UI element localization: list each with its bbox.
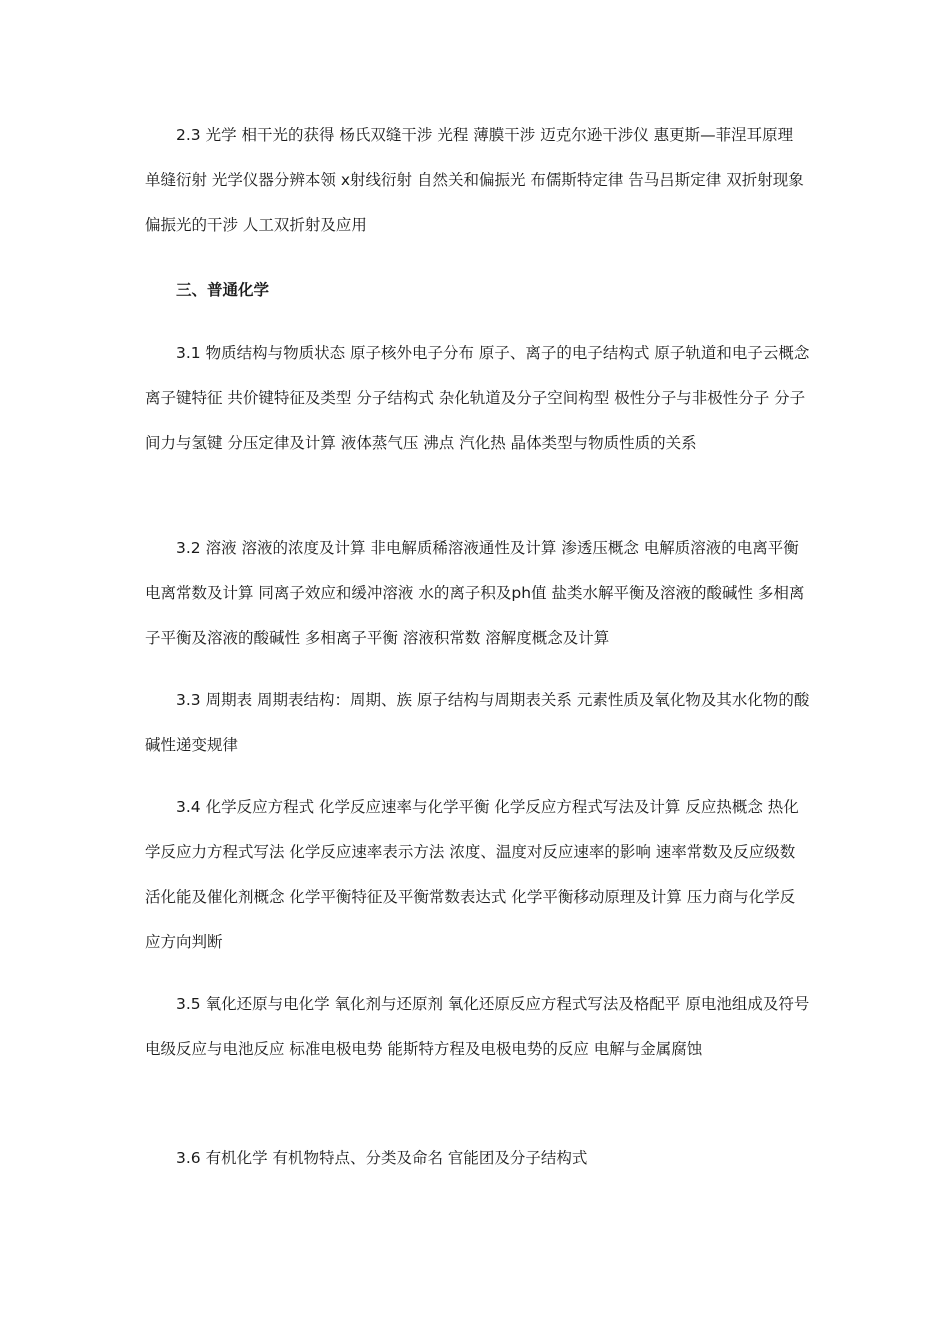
paragraph-3-1: 3.1 物质结构与物质状态 原子核外电子分布 原子、离子的电子结构式 原子轨道和电子云概念 离子键特征 共价键特征及类型 分子结构式 杂化轨道及分子空间构型 极性分子与非极性分子 分子间力与氢键 分压定律及计算 液体蒸气压 沸点 汽化热 晶体类型与物质性质的关系 [145, 344, 810, 452]
section-heading-general-chemistry: 三、普通化学 [176, 281, 270, 299]
paragraph-3-4: 3.4 化学反应方程式 化学反应速率与化学平衡 化学反应方程式写法及计算 反应热概念 热化学反应力方程式写法 化学反应速率表示方法 浓度、温度对反应速率的影响 速率常数及反应级数 活化能及催化剂概念 化学平衡特征及平衡常数表达式 化学平衡移动原理及计算 压力商与化学反应方向判断 [145, 798, 799, 951]
paragraph-3-3: 3.3 周期表 周期表结构：周期、族 原子结构与周期表关系 元素性质及氧化物及其水化物的酸碱性递变规律 [145, 691, 810, 754]
paragraph-3-5: 3.5 氧化还原与电化学 氧化剂与还原剂 氧化还原反应方程式写法及格配平 原电池组成及符号 电级反应与电池反应 标准电极电势 能斯特方程及电极电势的反应 电解与金属腐蚀 [145, 995, 810, 1058]
paragraph-optics: 2.3 光学 相干光的获得 杨氏双缝干涉 光程 薄膜干涉 迈克尔逊干涉仪 惠更斯—菲涅耳原理 单缝衍射 光学仪器分辨本领 x射线衍射 自然关和偏振光 布儒斯特定律 告马吕斯定律 双折射现象 偏振光的干涉 人工双折射及应用 [145, 126, 804, 234]
paragraph-3-6: 3.6 有机化学 有机物特点、分类及命名 官能团及分子结构式 [176, 1149, 588, 1167]
paragraph-3-2: 3.2 溶液 溶液的浓度及计算 非电解质稀溶液通性及计算 渗透压概念 电解质溶液的电离平衡 电离常数及计算 同离子效应和缓冲溶液 水的离子积及ph值 盐类水解平衡及溶液的酸碱性 多相离子平衡及溶液的酸碱性 多相离子平衡 溶液积常数 溶解度概念及计算 [145, 539, 805, 647]
